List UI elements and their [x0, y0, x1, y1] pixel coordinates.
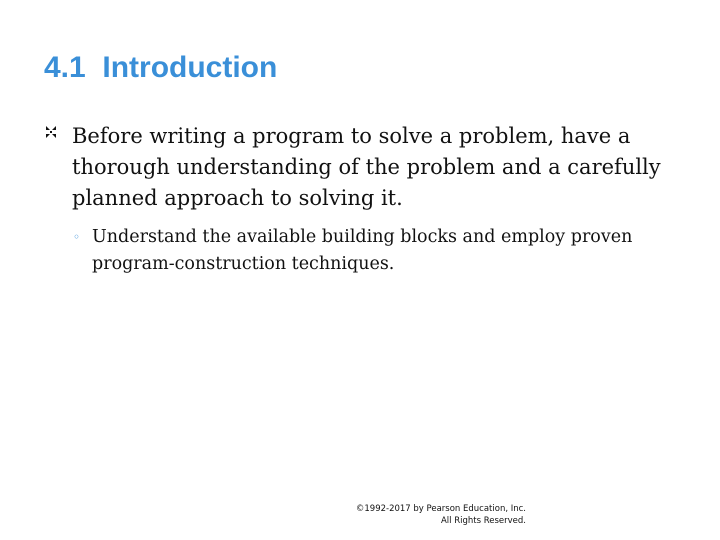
ring-bullet-icon: ◦ — [73, 230, 81, 244]
slide-title: 4.1 Introduction — [44, 51, 278, 84]
ribbon-bullet-icon — [44, 125, 58, 139]
copyright-footer — [300, 503, 526, 527]
sub-bullet-text: Understand the available building blocks and employ proven program-construction techniques. — [92, 227, 633, 274]
bullet-item — [44, 121, 684, 214]
sub-bullet-item — [73, 224, 673, 278]
rights-line: All Rights Reserved. — [440, 516, 526, 526]
bullet-text: Before writing a program to solve a problem, have a thorough understanding of the problem and a carefully planned approach to solving it. — [72, 124, 661, 210]
copyright-line: ©1992-2017 by Pearson Education, Inc. — [355, 504, 526, 514]
